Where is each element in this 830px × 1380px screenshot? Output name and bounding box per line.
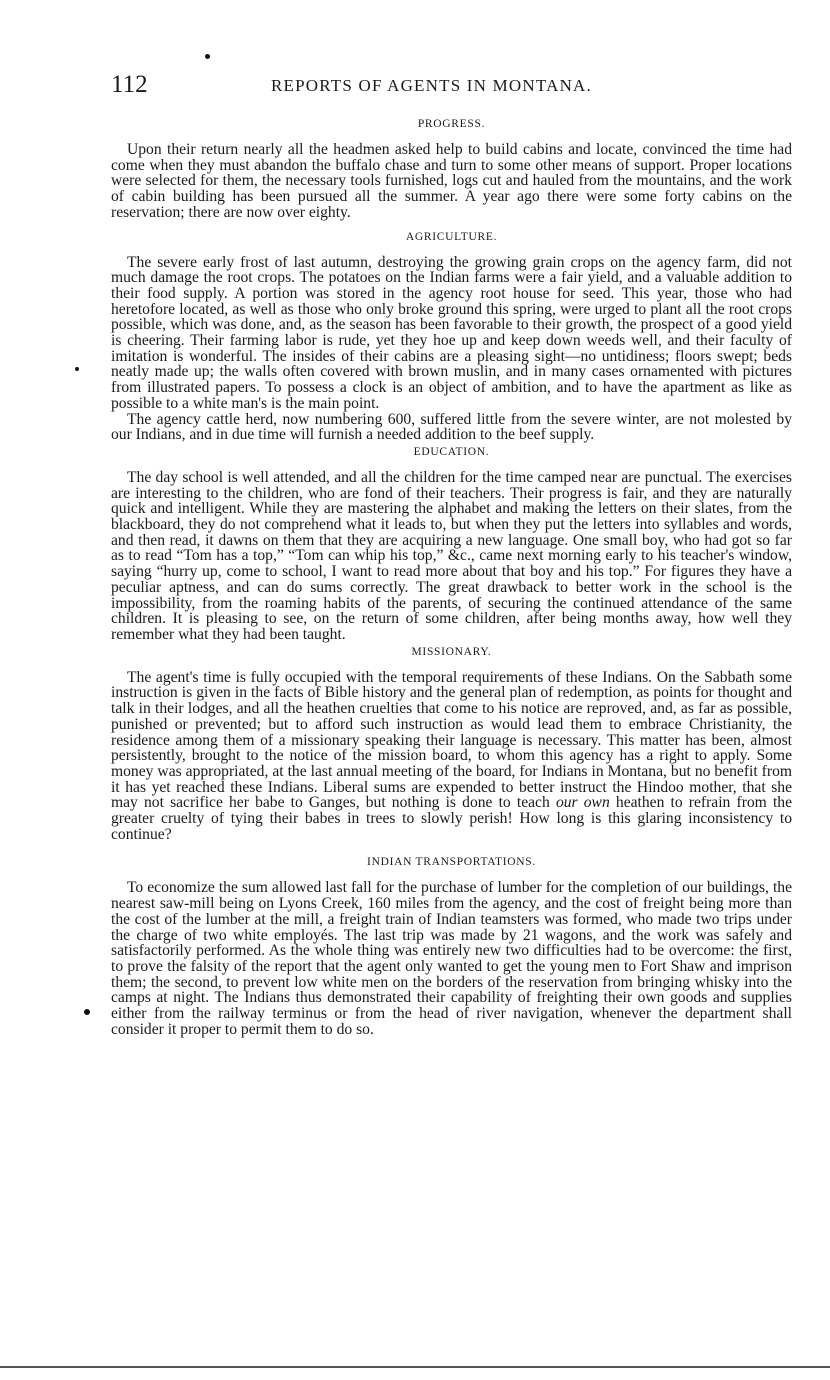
margin-mark: [205, 54, 210, 59]
missionary-italic: our own: [555, 794, 610, 812]
section-heading-transportations: INDIAN TRANSPORTATIONS.: [367, 856, 536, 869]
page-header: [111, 70, 631, 100]
missionary-text-1: The agent's time is fully occupied with the temporal requirements of these Indians. On the Sabbath some instruction is given in the facts of Bible history and the general plan of redemption, as points for thought and talk in their lodges, and all the heathen cruelties that come to his notice are reproved, and, as far as possible, punished or prevented; but to afford such instruction as would lead them to embrace Christianity, the residence among them of a missionary speaking their language is necessary. This matter has been, almost persistently, brought to the notice of the mission board, to whom this agency has a right to apply. Some money was appropriated, at the last annual meeting of the board, for Indians in Montana, but no benefit from it has yet reached these Indians. Liberal sums are expended to better instruct the Hindoo mother, that she may not sacrifice her babe to Ganges, but nothing is done to teach: [111, 668, 792, 812]
paragraph-progress: Upon their return nearly all the headmen asked help to build cabins and locate, convinced the time had come when they must abandon the buffalo chase and turn to some other means of support. Proper locations were selected for them, the necessary tools furnished, logs cut and hauled from the mountains, and the work of cabin building has been pursued all the summer. A year ago there were some forty cabins on the reservation; there are now over eighty.: [111, 141, 792, 221]
section-heading-missionary: MISSIONARY.: [411, 645, 492, 658]
section-heading-progress: PROGRESS.: [417, 118, 486, 130]
missionary-text-2: heathen to refrain from the greater cruelty of tying their babes in trees to slowly perish! How long is this glaring inconsistency to continue?: [111, 794, 793, 843]
page-number: 112: [111, 71, 148, 98]
margin-mark: [84, 1009, 90, 1015]
section-heading-education: EDUCATION.: [413, 445, 490, 458]
running-head: REPORTS OF AGENTS IN MONTANA.: [271, 76, 592, 95]
page-body: [111, 116, 792, 1037]
paragraph-agriculture-1: The severe early frost of last autumn, destroying the growing grain crops on the agency farm, did not much damage the root crops. The potatoes on the Indian farms were a fair yield, and a valuable addition to their food supply. A portion was stored in the agency root house for seed. This year, those who had heretofore located, as well as those who only broke ground this spring, were urged to plant all the root crops possible, which was done, and, as the season has been favorable to their growth, the prospect of a good yield is cheering. Their farming labor is rude, yet they hoe up and keep down weeds well, and their faculty of imitation is wonderful. The insides of their cabins are a pleasing sight—no untidiness; floors swept; beds neatly made up; the walls often covered with brown muslin, and in many cases ornamented with pictures from illustrated papers. To possess a clock is an object of ambition, and to have the apartment as like as possible to a white man's is the main point.: [111, 253, 792, 412]
paragraph-education: The day school is well attended, and all the children for the time camped near are punctual. The exercises are interesting to the children, who are fond of their teachers. Their progress is fair, and they are naturally quick and intelligent. While they are mastering the alphabet and making the letters on their slates, from the blackboard, they do not comprehend what it leads to, but when they put the letters into syllables and words, and then read, it dawns on them that they are acquiring a new language. One small boy, who had got so far as to read “Tom has a top,” “Tom can whip his top,” &c., came next morning early to his teacher's window, saying “hurry up, come to school, I want to read more about that boy and his top.” For figures they have a peculiar aptness, and can do sums correctly. The great drawback to better work in the school is the impossibility, from the roaming habits of the parents, of securing the continued attendance of the same children. It is pleasing to see, on the return of some children, after being months away, how well they remember what they had been taught.: [111, 468, 792, 643]
paragraph-agriculture-2: The agency cattle herd, now numbering 600, suffered little from the severe winter, are not molested by our Indians, and in due time will furnish a needed addition to the beef supply.: [111, 410, 792, 444]
section-heading-agriculture: AGRICULTURE.: [405, 230, 498, 243]
margin-mark: [75, 367, 79, 371]
bottom-rule: [0, 1366, 830, 1368]
paragraph-transportations: To economize the sum allowed last fall for the purchase of lumber for the completion of our buildings, the nearest saw-mill being on Lyons Creek, 160 miles from the agency, and the cost of freight being more than the cost of the lumber at the mill, a freight train of Indian teamsters was formed, who made two trips under the charge of two white employés. The last trip was made by 21 wagons, and the work was safely and satisfactorily performed. As the whole thing was entirely new two difficulties had to be overcome: the first, to prove the falsity of the report that the agent only wanted to get the young men to Fort Shaw and imprison them; the second, to prevent low white men on the borders of the reservation from bringing whisky into the camps at night. The Indians thus demonstrated their capability of freighting their own goods and supplies either from the railway terminus or from the head of river navigation, whenever the department shall consider it proper to permit them to do so.: [111, 879, 792, 1038]
paragraph-missionary: [111, 670, 792, 843]
